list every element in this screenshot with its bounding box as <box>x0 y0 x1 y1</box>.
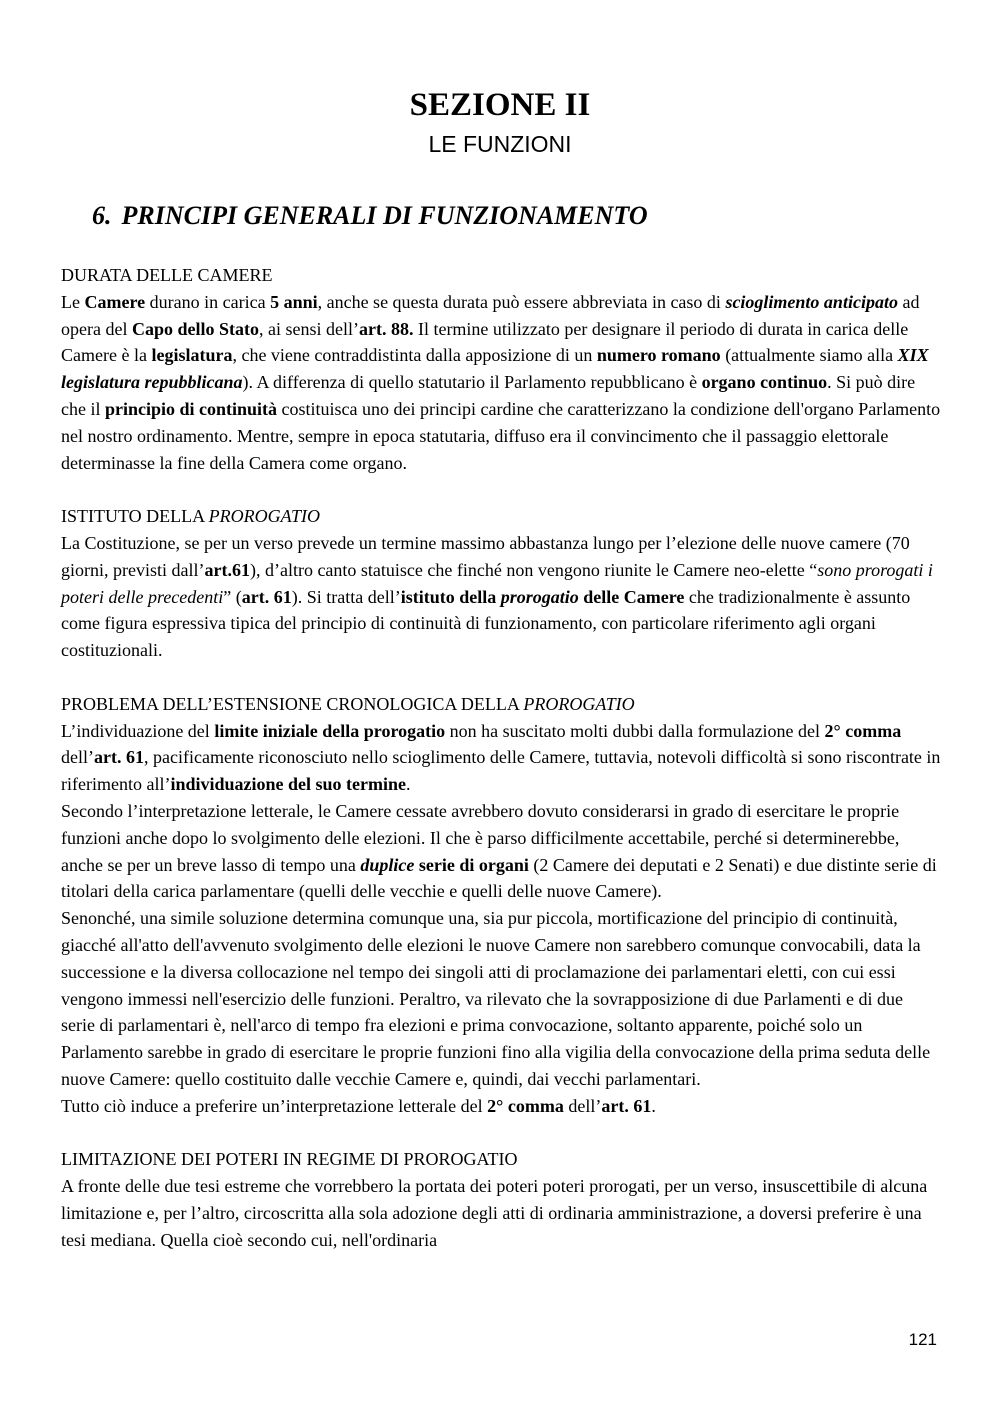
paragraph-problema-3: Senonché, una simile soluzione determina comunque una, sia pur piccola, mortificazione del principio di continuità, giacché all'atto dell'avvenuto svolgimento delle elezioni le nuove Camere non sarebbero comunque convocabili, data la successione e la diversa collocazione nel tempo dei singoli atti di proclamazione dei parlamentari eletti, con cui essi vengono immessi nell'esercizio delle funzioni. Peraltro, va rilevato che la sovrapposizione di due Parlamenti e di due serie di parlamentari è, nell'arco di tempo fra elezioni e prima convocazione, soltanto apparente, poiché solo un Parlamento sarebbe in grado di esercitare le proprie funzioni fino alla vigilia della convocazione della prima seduta delle nuove Camere: quello costituito dalle vecchie Camere e, quindi, dai vecchi parlamentari. <box>61 908 931 1089</box>
paragraph-problema-1: L’individuazione del limite iniziale della prorogatio non ha suscitato molti dubbi dalla formulazione del 2° comma dell’art. 61, pacificamente riconosciuto nello scioglimento delle Camere, tuttavia, notevoli difficoltà si sono riscontrate in riferimento all’individuazione del suo termine. <box>61 720 941 795</box>
section-subtitle: LE FUNZIONI <box>428 131 572 157</box>
paragraph-problema-2: Secondo l’interpretazione letterale, le Camere cessate avrebbero dovuto considerarsi in grado di esercitare le proprie funzioni anche dopo lo svolgimento delle elezioni. Il che è parso difficilmente accettabile, perché si determinerebbe, anche se per un breve lasso di tempo una duplice serie di organi (2 Camere dei deputati e 2 Senati) e due distinte serie di titolari della carica parlamentare (quelli delle vecchie e quelli delle nuove Camere). <box>61 800 937 902</box>
paragraph-problema-4: Tutto ciò induce a preferire un’interpretazione letterale del 2° comma dell’art. 61. <box>61 1095 656 1116</box>
chapter-number: 6. <box>92 201 112 230</box>
heading-problema: PROBLEMA DELL’ESTENSIONE CRONOLOGICA DELLA PROROGATIO <box>61 693 635 714</box>
chapter-title <box>92 198 648 234</box>
section-title: SEZIONE II <box>409 87 591 123</box>
page-number: 121 <box>908 1330 937 1349</box>
heading-durata: DURATA DELLE CAMERE <box>61 265 273 285</box>
heading-limitazione: LIMITAZIONE DEI POTERI IN REGIME DI PROROGATIO <box>61 1149 518 1170</box>
heading-istituto: ISTITUTO DELLA PROROGATIO <box>61 506 320 527</box>
body-text <box>61 262 941 1253</box>
chapter-title-text: PRINCIPI GENERALI DI FUNZIONAMENTO <box>121 201 648 230</box>
section-heading <box>0 85 1000 161</box>
paragraph-limitazione: A fronte delle due tesi estreme che vorrebbero la portata dei poteri poteri prorogati, per un verso, insuscettibile di alcuna limitazione e, per l’altro, circoscritta alla sola adozione degli atti di ordinaria amministrazione, a doversi preferire è una tesi mediana. Quella cioè secondo cui, nell'ordinaria <box>61 1176 928 1250</box>
paragraph-istituto: La Costituzione, se per un verso prevede un termine massimo abbastanza lungo per l’elezione delle nuove camere (70 giorni, previsti dall’art.61), d’altro canto statuisce che finché non vengono riunite le Camere neo-elette “sono prorogati i poteri delle precedenti” (art. 61). Si tratta dell’istituto della prorogatio delle Camere che tradizionalmente è assunto come figura espressiva tipica del principio di continuità di funzionamento, con particolare riferimento agli organi costituzionali. <box>61 532 933 661</box>
paragraph-durata: Le Camere durano in carica 5 anni, anche se questa durata può essere abbreviata in caso di scioglimento anticipato ad opera del Capo dello Stato, ai sensi dell’art. 88. Il termine utilizzato per designare il periodo di durata in carica delle Camere è la legislatura, che viene contraddistinta dalla apposizione di un numero romano (attualmente siamo alla XIX legislatura repubblicana). A differenza di quello statutario il Parlamento repubblicano è organo continuo. Si può dire che il principio di continuità costituisca uno dei principi cardine che caratterizzano la condizione dell'organo Parlamento nel nostro ordinamento. Mentre, sempre in epoca statutaria, diffuso era il convincimento che il passaggio elettorale determinasse la fine della Camera come organo. <box>61 291 941 473</box>
